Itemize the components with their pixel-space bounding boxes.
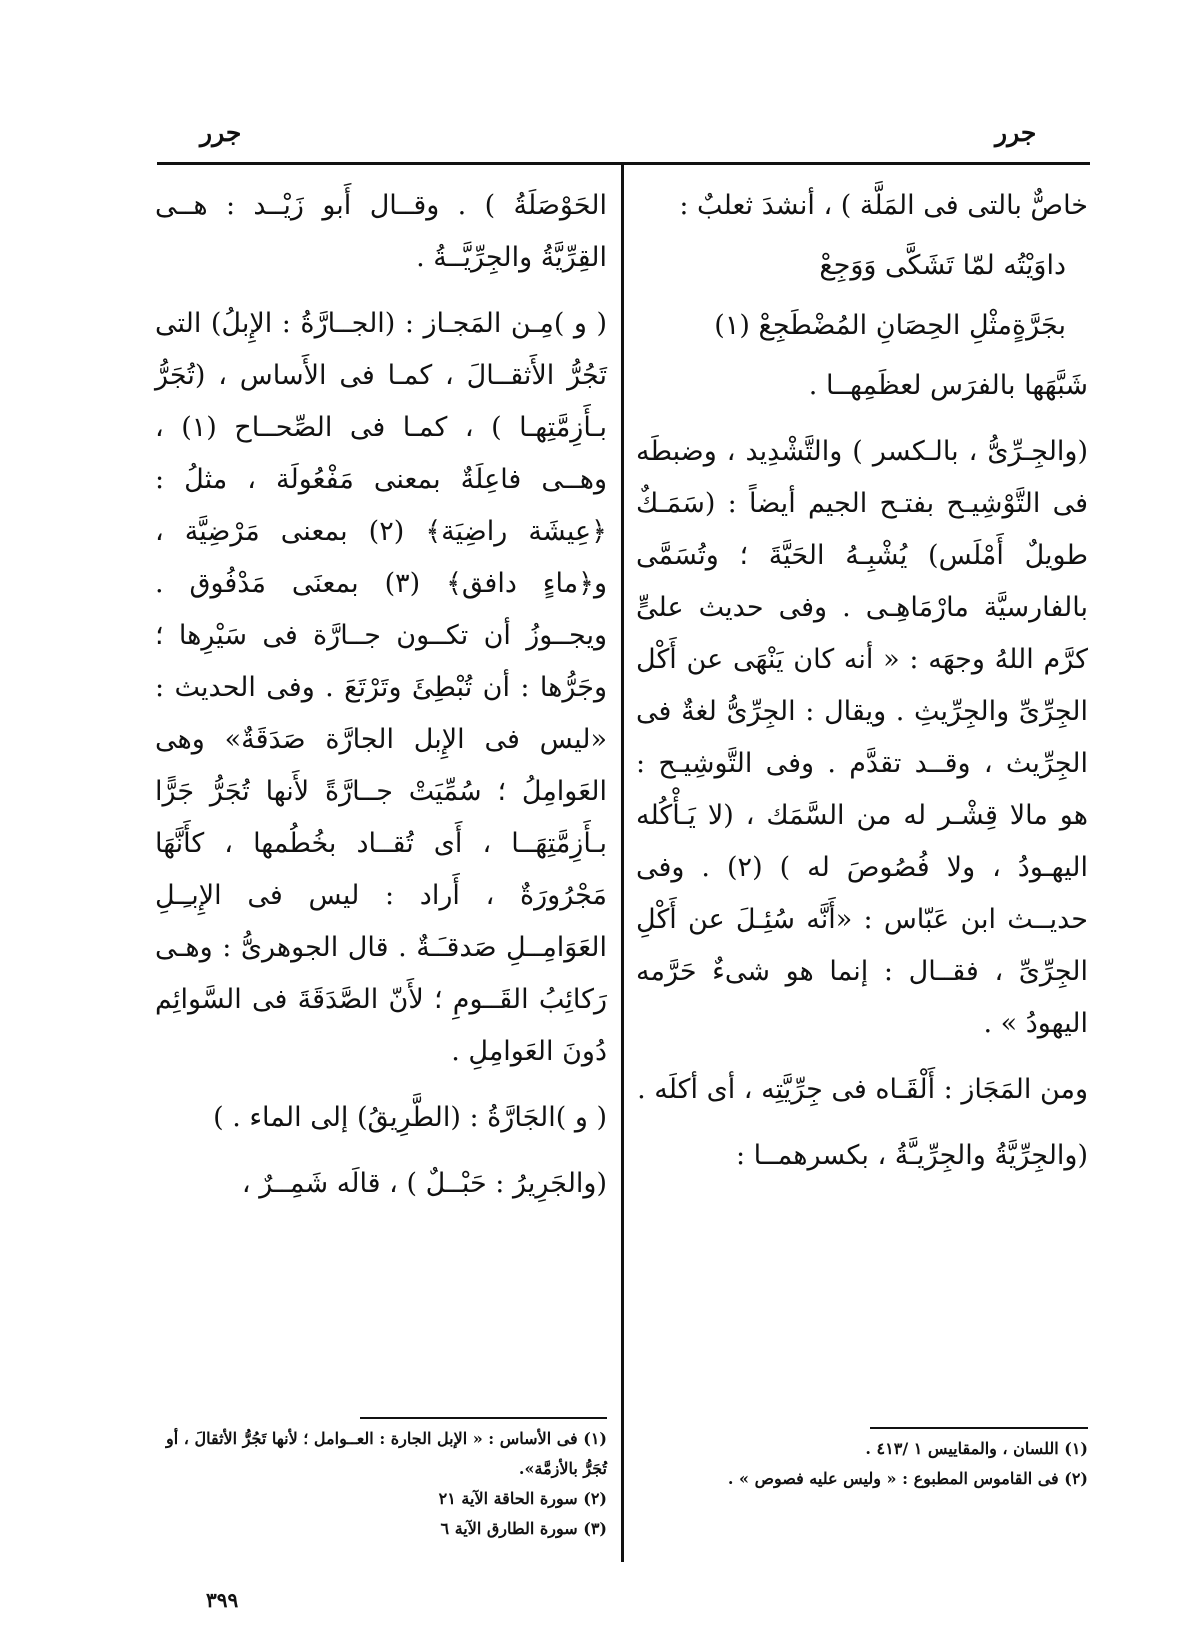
left-column	[155, 180, 607, 1210]
paragraph: الحَوْصَلَةُ ) . وقــال أَبو زَيْــد : هــى القِرِّيَّةُ والجِرِّيَّــةُ .	[155, 190, 607, 273]
verse-line: داوَيْتُه لمّا تَشَكَّى وَوَجِعْ	[819, 250, 1066, 281]
paragraph: (والجَرِيرُ : حَبْــلٌ ) ، قالَه شَمِــرٌ ،	[241, 1168, 607, 1199]
page-number: ٣٩٩	[206, 1588, 239, 1612]
running-header-right: جرر	[995, 118, 1037, 147]
paragraph: ( و )الجَارَّةُ : (الطَّرِيقُ) إلى الماء . )	[213, 1102, 607, 1133]
footnote: (٢) سورة الحاقة الآية ٢١	[438, 1489, 607, 1508]
verse-line: بجَرَّةٍمثْلِ الحِصَانِ المُضْطَجِعْ (١)	[714, 310, 1066, 341]
footnote: (١) اللسان ، والمقاييس ١ /٤١٣ .	[865, 1439, 1088, 1458]
paragraph: ومن المَجَاز : أَلْقَـاه فى جِرِّيَّتِه ، أى أكلَه .	[637, 1074, 1088, 1105]
paragraph: (والجِـرِّىُّ ، بالـكسر ) والتَّشْدِيد ، وضبطَه فى التَّوْشِيـح بفتـح الجيم أيضاً : (سَمَـكٌ طويلٌ أَمْلَس) يُشْبِـهُ الحَيَّةَ ؛ وتُسَمَّى بالفارسيَّة مارْمَاهِـى . وفى حديث علىٍّ كرَّم اللهُ وجهَه : « أنه كان يَنْهَى عن أَكْل الجِرِّىِّ والجِرِّيثِ . ويقال : الجِرِّىُّ لغةٌ فى الجِرِّيث ، وقــد تقدَّم . وفى التَّوشِيـح : هو مالا قِشْـر له من السَّمَك ، (لا يَـأْكُله اليهـودُ ، ولا فُصُوصَ له ) (٢) . وفى حديــث ابن عَبّاس : «أَنَّه سُئِـلَ عن أَكْلِ الجِرِّىِّ ، فقــال : إنما هو شىءٌ حَرَّمه اليهودُ » .	[636, 436, 1089, 1039]
footnotes-right	[636, 1434, 1088, 1494]
footnotes-left	[155, 1424, 607, 1544]
right-column	[636, 180, 1088, 1182]
footnote: (١) فى الأساس : « الإبل الجارة : العــوامل ؛ لأنها تَجُرُّ الأثقالَ ، أو تُجَرُّ بالأزمَّة».	[166, 1429, 607, 1478]
paragraph: شَبَّهَها بالفرَس لعظَمِهــا .	[808, 370, 1088, 401]
footnote-rule-right	[870, 1427, 1088, 1429]
paragraph: خاصٌّ بالتى فى المَلَّة ) ، أنشدَ ثعلبٌ :	[679, 190, 1088, 221]
footnote: (٢) فى القاموس المطبوع : « وليس عليه فصوص » .	[727, 1469, 1088, 1488]
paragraph: ( و )مِـن المَجـاز : (الجــارَّةُ : الإِبلُ) التى تَجُرُّ الأَثقــالَ ، كمـا فى الأَساس ، (تُجَرُّ بـأَزِمَّتِهـا ) ، كمـا فى الصِّحــاح (١) ، وهــى فاعِلَةٌ بمعنى مَفْعُولَة ، مثلُ : ﴿عِيشَة راضِيَة﴾ (٢) بمعنى مَرْضِيَّة ، و﴿ماءٍ دافق﴾ (٣) بمعنَى مَدْفُوق . ويجــوزُ أن تكــون جــارَّة فى سَيْرِها ؛ وجَرُّها : أن تُبْطِئَ وتَرْتَعَ . وفى الحديث : «ليس فى الإِبل الجارَّة صَدَقَةٌ» وهى العَوامِلُ ؛ سُمِّيَتْ جــارَّةً لأَنها تُجَرُّ جَرًّا بـأَزِمَّتِهَــا ، أَى تُقــاد بخُطُمها ، كأَنَّهَا مَجْرُورَةٌ ، أَراد : ليس فى الإِبـِـلِ العَوَامِــلِ صَدقـَـةٌ . قال الجوهرىُّ : وهـى رَكائِبُ القَــومِ ؛ لأَنّ الصَّدَقَةَ فى السَّوائِم دُونَ العَوامِلِ .	[155, 308, 607, 1067]
running-header-left: جرر	[200, 118, 242, 147]
footnote: (٣) سورة الطارق الآية ٦	[440, 1519, 607, 1538]
footnote-rule-left	[360, 1417, 607, 1419]
column-divider	[621, 164, 624, 1562]
paragraph: (والجِرِّيَّةُ والجِرِّيـَّةُ ، بكسرهمــا :	[735, 1140, 1088, 1171]
